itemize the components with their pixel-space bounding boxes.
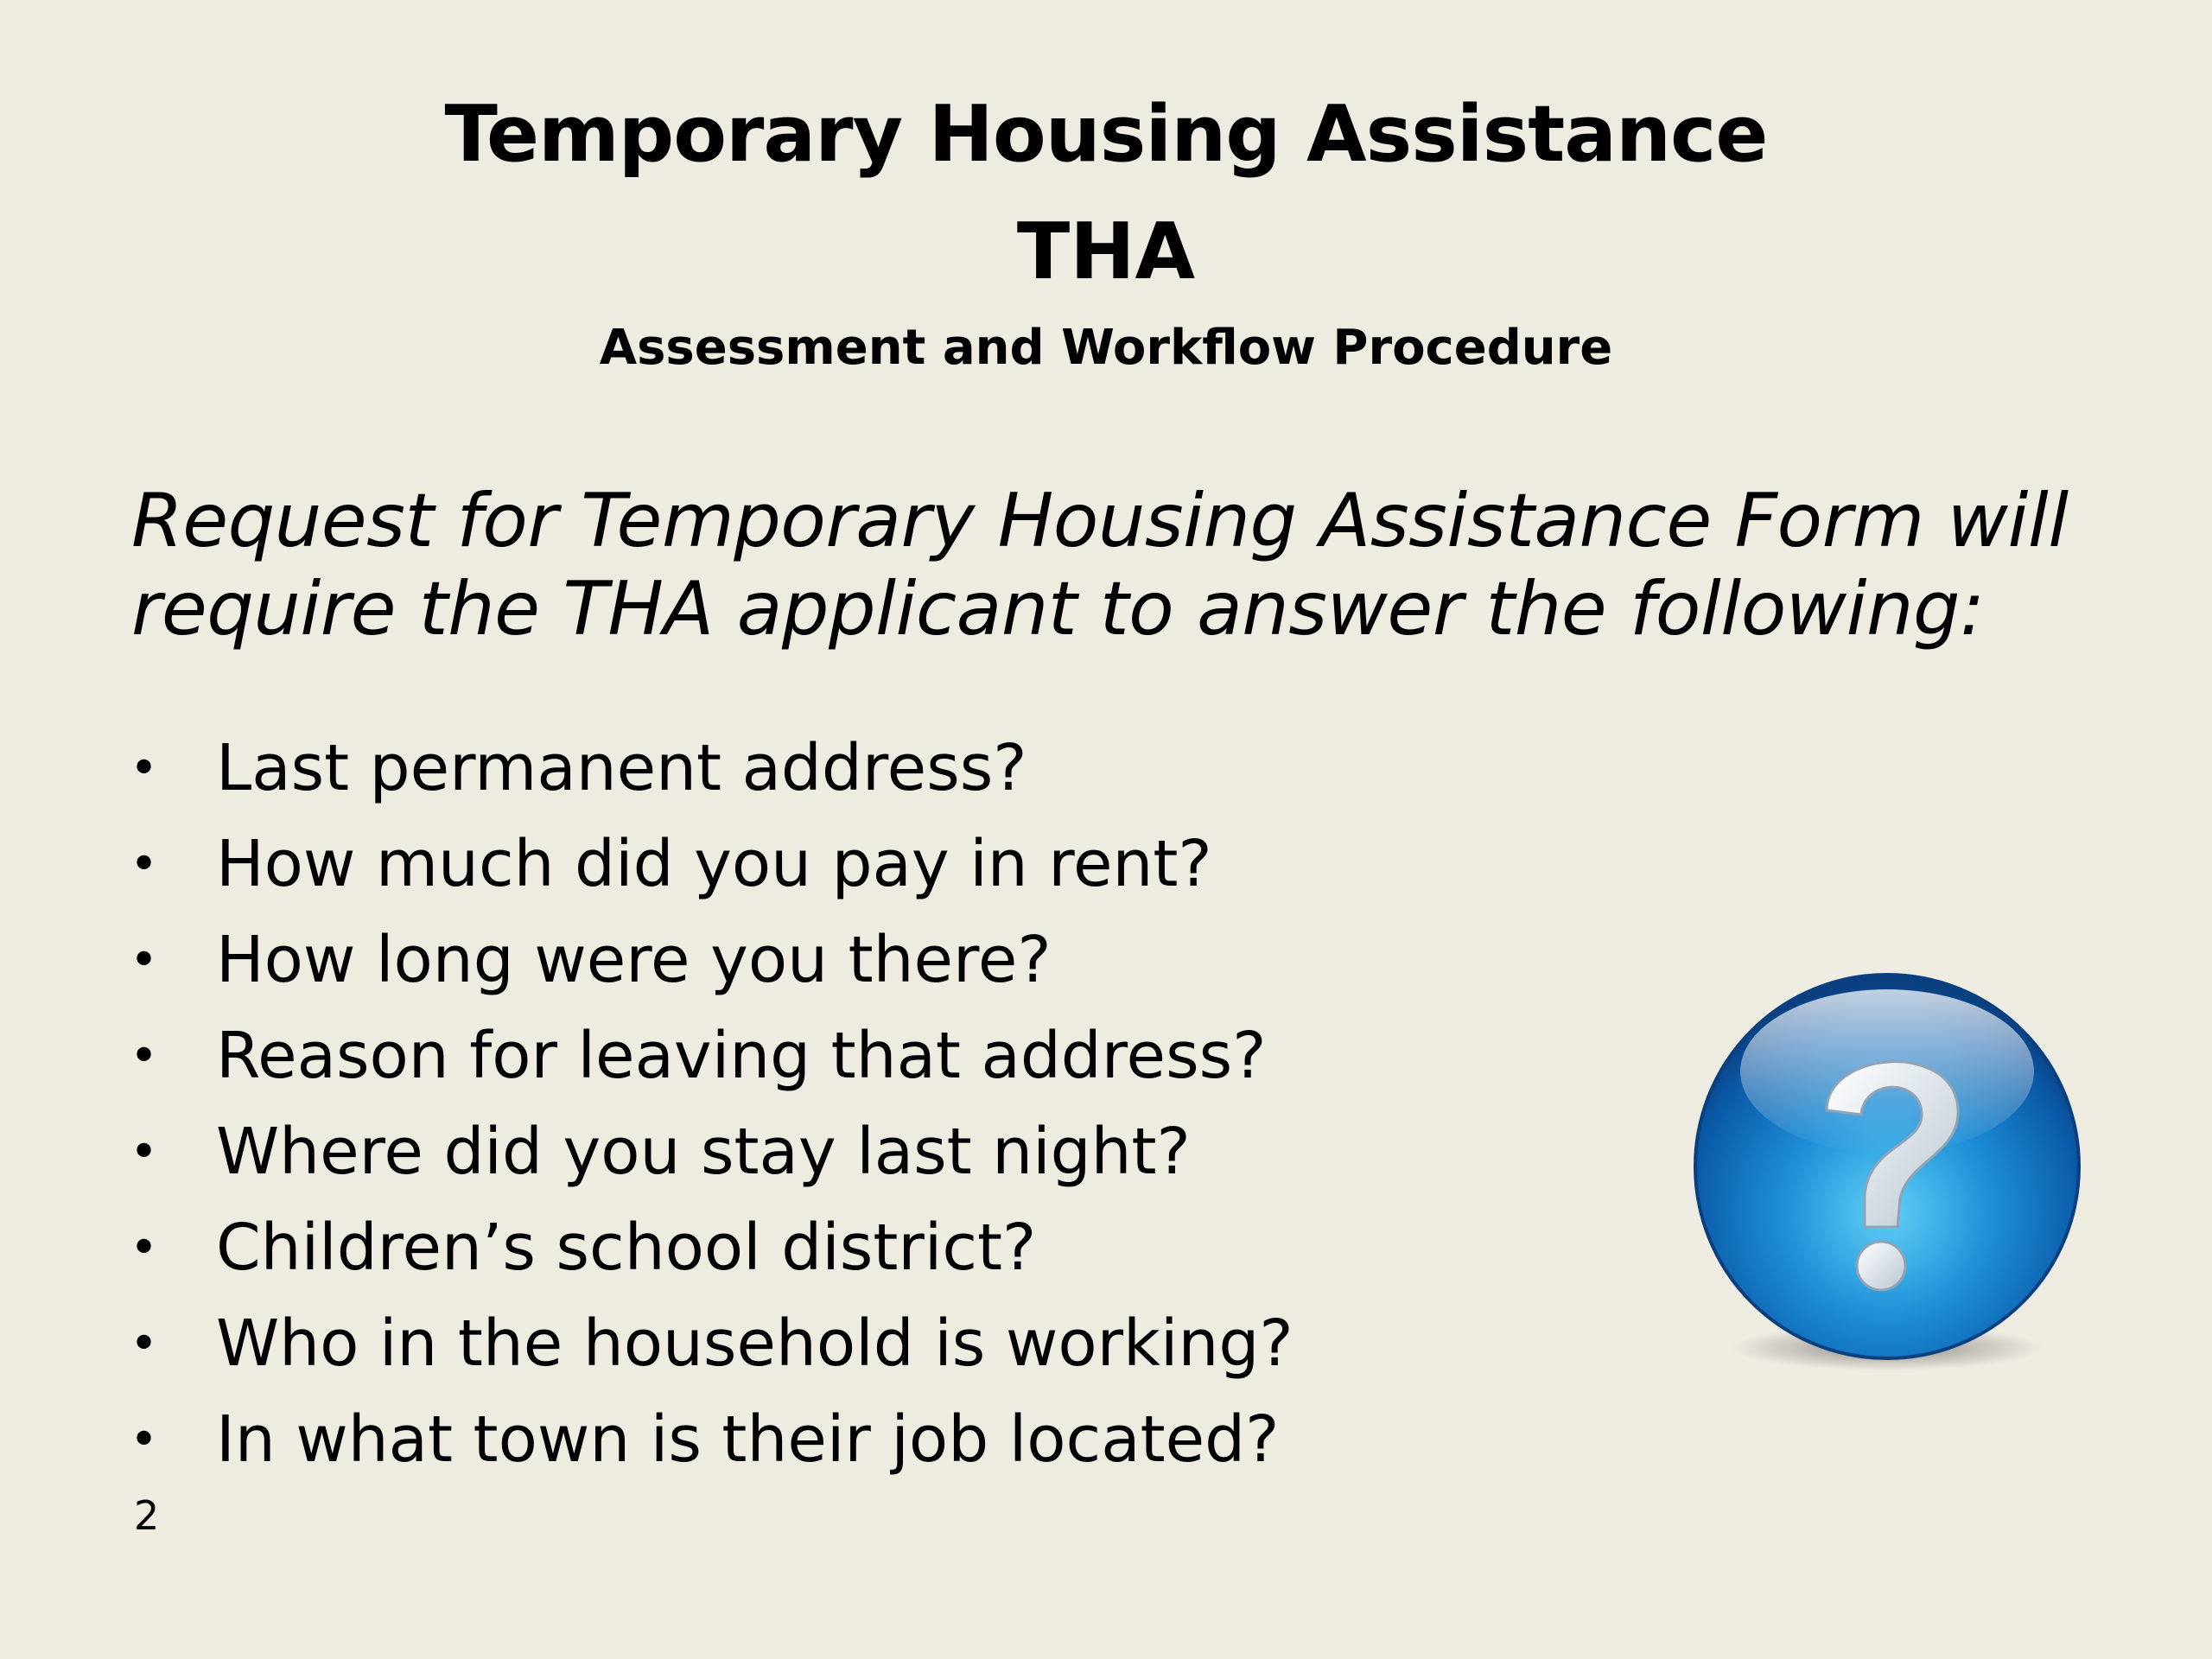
intro-line-2: require the THA applicant to answer the following:	[131, 566, 1985, 652]
question-text: How long were you there?	[216, 923, 1052, 997]
bullet-icon: •	[130, 1028, 159, 1084]
bullet-icon: •	[130, 836, 159, 893]
slide-title: Temporary Housing Assistance	[444, 89, 1768, 180]
question-item	[130, 1104, 1294, 1200]
question-text: How much did you pay in rent?	[216, 827, 1212, 901]
question-list	[130, 721, 1294, 1488]
bullet-icon: •	[130, 1220, 159, 1276]
intro-text	[131, 477, 2119, 653]
bullet-icon: •	[130, 932, 159, 988]
intro-line-1: Request for Temporary Housing Assistance Form will	[131, 478, 2069, 564]
question-text: Who in the household is working?	[216, 1306, 1294, 1381]
question-text: Where did you stay last night?	[216, 1115, 1191, 1189]
bullet-icon: •	[130, 1316, 159, 1372]
question-text: In what town is their job located?	[216, 1402, 1280, 1477]
slide-title-abbreviation: THA	[1016, 207, 1196, 297]
question-text: Last permanent address?	[216, 731, 1027, 805]
question-item	[130, 912, 1294, 1008]
page-number: 2	[134, 1492, 160, 1539]
bullet-icon: •	[130, 1412, 159, 1468]
bullet-icon: •	[130, 741, 159, 797]
question-text: Children’s school district?	[216, 1211, 1037, 1285]
question-mark-dot	[1857, 1242, 1905, 1290]
question-item	[130, 1200, 1294, 1296]
question-text: Reason for leaving that address?	[216, 1019, 1267, 1093]
question-item	[130, 1296, 1294, 1392]
question-item	[130, 1008, 1294, 1104]
question-mark-sphere-icon	[1680, 968, 2094, 1382]
title-block	[0, 76, 2212, 385]
question-item	[130, 817, 1294, 912]
question-item	[130, 721, 1294, 817]
question-item	[130, 1392, 1294, 1488]
bullet-icon: •	[130, 1124, 159, 1180]
slide-subtitle: Assessment and Workflow Procedure	[599, 320, 1613, 376]
